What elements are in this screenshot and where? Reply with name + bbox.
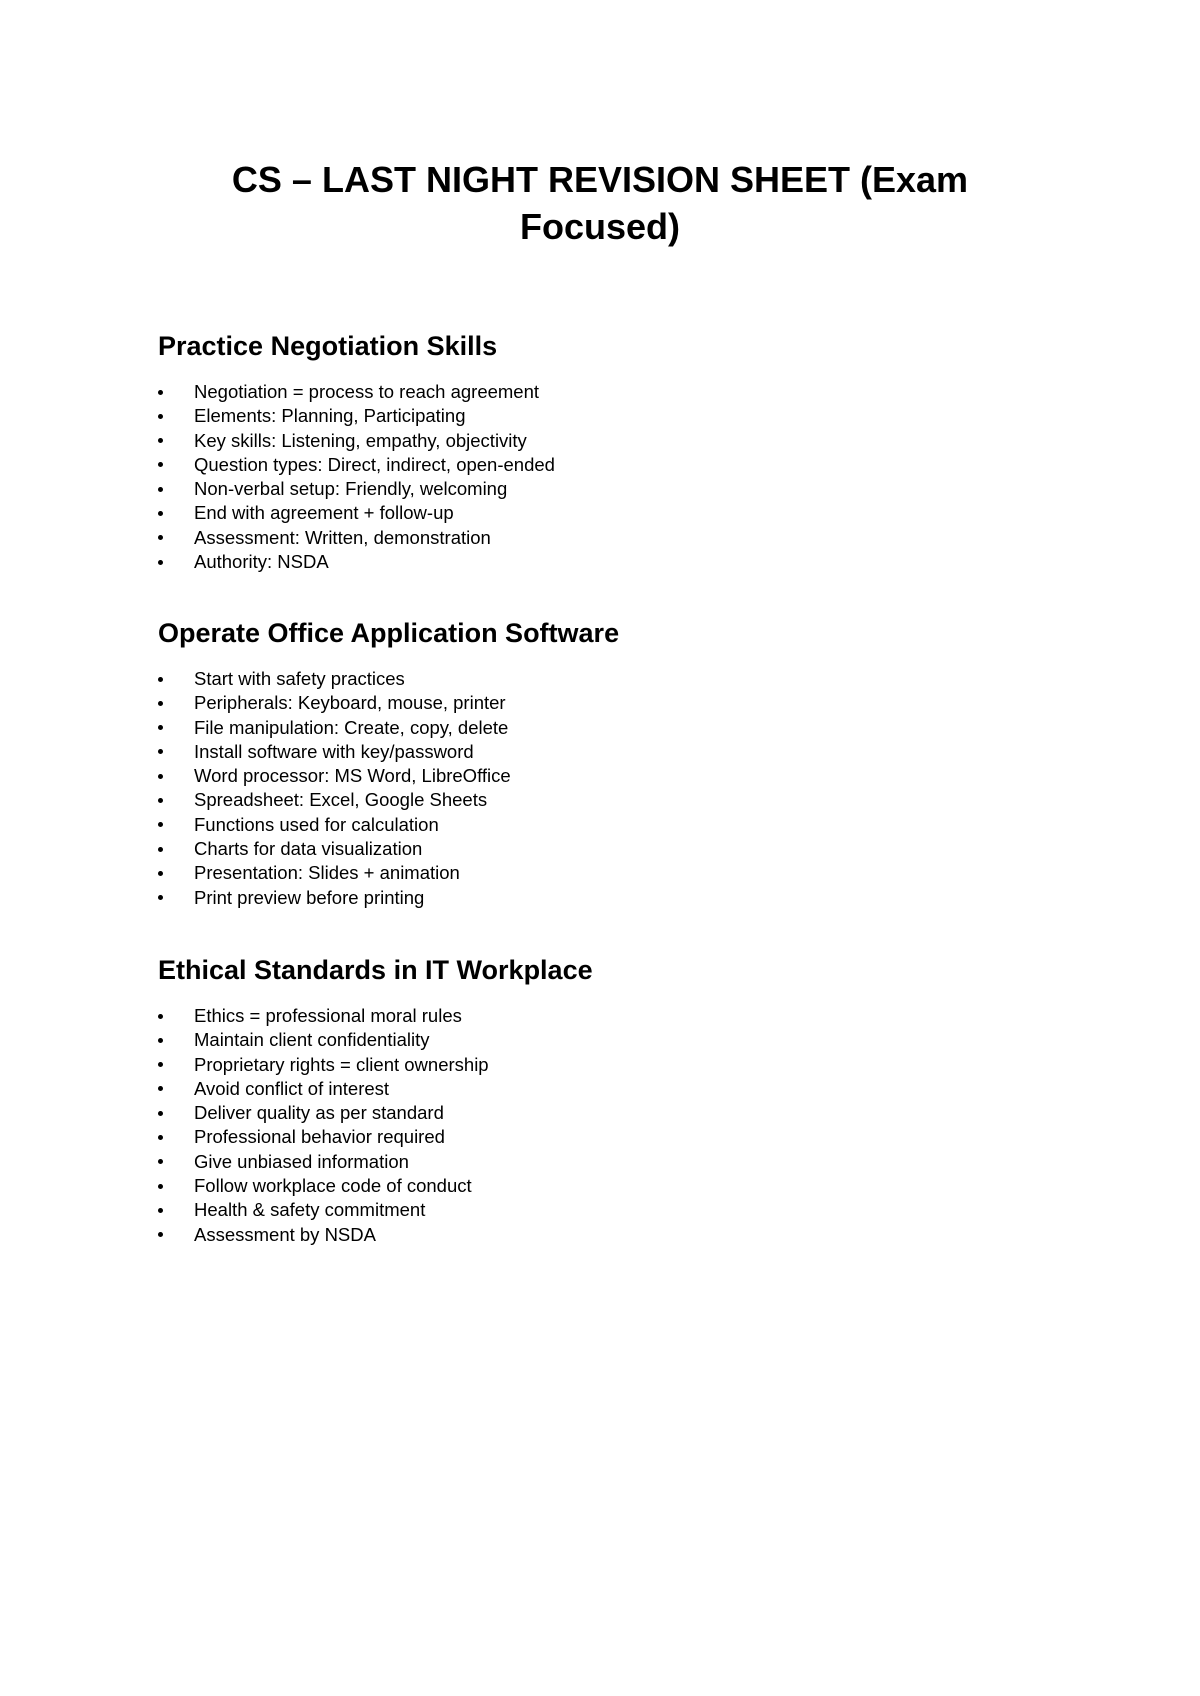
bullet-icon <box>158 1062 163 1067</box>
list-item-text: Authority: NSDA <box>194 551 329 573</box>
bullet-icon <box>158 895 163 900</box>
list-item <box>158 716 1058 740</box>
list-item <box>158 813 1058 837</box>
bullet-icon <box>158 414 163 419</box>
bullet-icon <box>158 1111 163 1116</box>
bullet-icon <box>158 1208 163 1213</box>
list-item-text: Deliver quality as per standard <box>194 1102 444 1124</box>
list-item <box>158 501 1058 525</box>
list-item-text: Charts for data visualization <box>194 838 423 860</box>
list-item <box>158 380 1058 404</box>
bullet-icon <box>158 1038 163 1043</box>
list-item-text: Install software with key/password <box>194 740 474 762</box>
bullet-icon <box>158 1014 163 1019</box>
bullet-icon <box>158 487 163 492</box>
list-item <box>158 429 1058 453</box>
list-item-text: Assessment by NSDA <box>194 1223 376 1245</box>
list-item-text: End with agreement + follow-up <box>194 502 454 524</box>
list-item <box>158 1174 1058 1198</box>
list-item-text: Elements: Planning, Participating <box>194 405 466 427</box>
bullet-icon <box>158 677 163 682</box>
bullet-icon <box>158 774 163 779</box>
bullet-icon <box>158 1159 163 1164</box>
list-item <box>158 477 1058 501</box>
bullet-icon <box>158 511 163 516</box>
list-item-text: Word processor: MS Word, LibreOffice <box>194 765 511 787</box>
bullet-icon <box>158 1184 163 1189</box>
list-item <box>158 550 1058 574</box>
list-item <box>158 691 1058 715</box>
bullet-icon <box>158 871 163 876</box>
bullet-icon <box>158 749 163 754</box>
list-item-text: Key skills: Listening, empathy, objectivity <box>194 429 527 451</box>
list-item-text: Print preview before printing <box>194 886 425 908</box>
list-item <box>158 1198 1058 1222</box>
section-heading: Operate Office Application Software <box>158 618 620 648</box>
list-item-text: Peripherals: Keyboard, mouse, printer <box>194 692 506 714</box>
list-item-text: Non-verbal setup: Friendly, welcoming <box>194 478 508 500</box>
list-item-text: Professional behavior required <box>194 1126 445 1148</box>
bullet-list <box>158 1004 1058 1247</box>
list-item <box>158 764 1058 788</box>
list-item <box>158 1101 1058 1125</box>
list-item <box>158 667 1058 691</box>
list-item-text: Avoid conflict of interest <box>194 1077 390 1099</box>
list-item-text: Functions used for calculation <box>194 813 439 835</box>
bullet-icon <box>158 798 163 803</box>
list-item <box>158 788 1058 812</box>
bullet-icon <box>158 535 163 540</box>
section-operate-office-application-software <box>158 616 1058 910</box>
section-practice-negotiation-skills <box>158 329 1058 574</box>
list-item-text: Maintain client confidentiality <box>194 1029 430 1051</box>
page-title: CS – LAST NIGHT REVISION SHEET (Exam Focused) <box>231 159 969 247</box>
list-item-text: Ethics = professional moral rules <box>194 1005 462 1026</box>
section-heading: Ethical Standards in IT Workplace <box>158 955 593 985</box>
bullet-icon <box>158 560 163 565</box>
list-item <box>158 1053 1058 1077</box>
list-item <box>158 526 1058 550</box>
list-item <box>158 1004 1058 1028</box>
list-item <box>158 1077 1058 1101</box>
bullet-icon <box>158 438 163 443</box>
bullet-list <box>158 380 1058 574</box>
list-item-text: Start with safety practices <box>194 668 405 689</box>
list-item-text: Question types: Direct, indirect, open-ended <box>194 453 555 475</box>
list-item <box>158 1028 1058 1052</box>
bullet-list <box>158 667 1058 910</box>
bullet-icon <box>158 390 163 395</box>
list-item-text: Follow workplace code of conduct <box>194 1175 472 1197</box>
bullet-icon <box>158 462 163 467</box>
bullet-icon <box>158 1135 163 1140</box>
bullet-icon <box>158 1232 163 1237</box>
bullet-icon <box>158 822 163 827</box>
list-item-text: File manipulation: Create, copy, delete <box>194 716 509 738</box>
list-item-text: Proprietary rights = client ownership <box>194 1053 489 1075</box>
bullet-icon <box>158 847 163 852</box>
list-item-text: Assessment: Written, demonstration <box>194 526 491 548</box>
bullet-icon <box>158 701 163 706</box>
list-item <box>158 453 1058 477</box>
list-item-text: Spreadsheet: Excel, Google Sheets <box>194 789 488 811</box>
list-item <box>158 404 1058 428</box>
list-item <box>158 1125 1058 1149</box>
list-item <box>158 861 1058 885</box>
bullet-icon <box>158 725 163 730</box>
list-item <box>158 1223 1058 1247</box>
list-item-text: Health & safety commitment <box>194 1199 426 1221</box>
bullet-icon <box>158 1086 163 1091</box>
section-ethical-standards-in-it-workplace <box>158 953 1058 1247</box>
list-item <box>158 1150 1058 1174</box>
list-item <box>158 886 1058 910</box>
list-item <box>158 740 1058 764</box>
list-item <box>158 837 1058 861</box>
list-item-text: Negotiation = process to reach agreement <box>194 381 540 402</box>
list-item-text: Presentation: Slides + animation <box>194 862 460 884</box>
list-item-text: Give unbiased information <box>194 1150 409 1172</box>
section-heading: Practice Negotiation Skills <box>158 331 498 361</box>
